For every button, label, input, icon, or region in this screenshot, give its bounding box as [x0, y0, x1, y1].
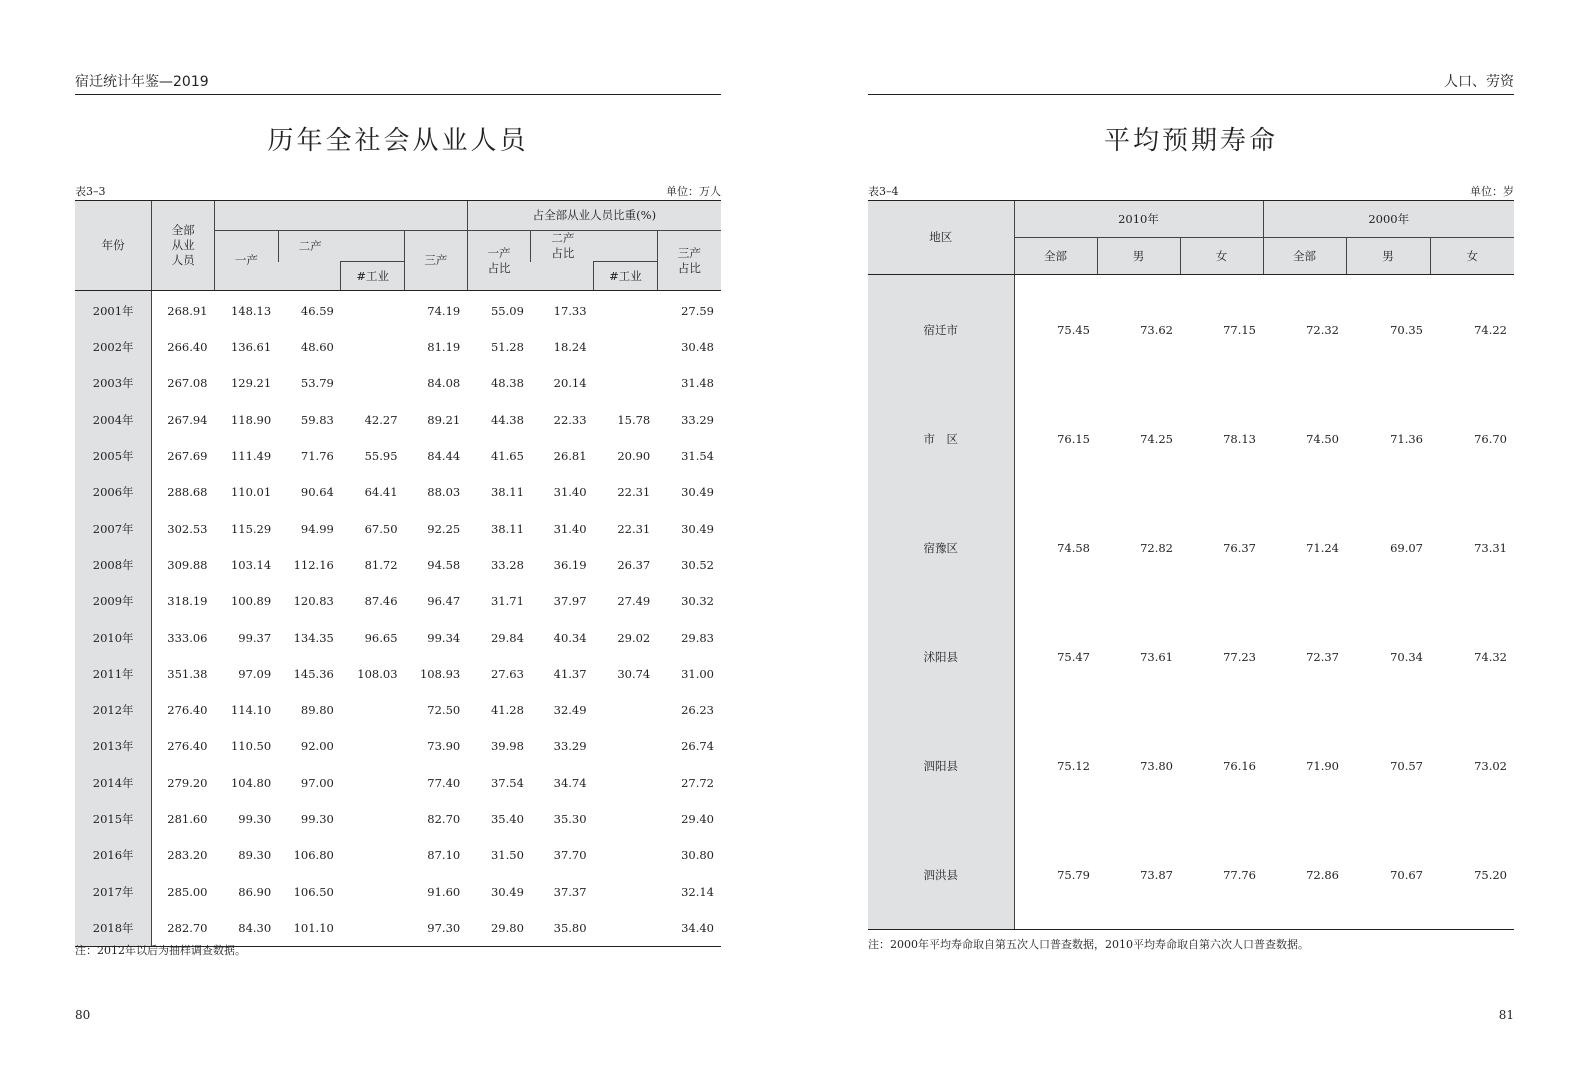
value-cell: 48.38 [490, 376, 524, 391]
value-cell: 97.30 [405, 910, 468, 947]
value-cell: 27.72 [681, 775, 714, 790]
left-page [75, 0, 721, 1077]
value-cell: 22.31 [617, 485, 651, 500]
value-cell [594, 837, 658, 873]
value-cell: 71.76 [300, 449, 334, 464]
value-cell: 97.00 [300, 775, 334, 790]
value-cell: 74.58 [1014, 493, 1097, 602]
value-cell: 279.20 [152, 765, 215, 801]
value-cell: 38.11 [490, 521, 524, 536]
value-cell: 41.65 [490, 449, 524, 464]
value-cell: 99.34 [427, 630, 461, 645]
value-cell: 92.25 [427, 521, 461, 536]
value-cell: 333.06 [152, 619, 215, 655]
value-cell: 20.14 [553, 376, 587, 391]
table-unit: 单位：万人 [666, 185, 721, 198]
value-cell: 88.03 [427, 485, 461, 500]
header-region: 地区 [868, 201, 1014, 275]
value-cell: 31.40 [553, 521, 587, 536]
value-cell [594, 291, 658, 330]
header-share-group: 占全部从业人员比重(%) [467, 201, 721, 231]
page-number-left: 80 [75, 1008, 91, 1022]
table-row [868, 275, 1514, 385]
year-cell: 2018年 [75, 910, 152, 947]
header-2010-all: 全部 [1014, 238, 1097, 275]
value-cell: 41.37 [553, 666, 587, 681]
value-cell: 99.30 [238, 812, 272, 826]
value-cell: 281.60 [152, 801, 215, 837]
year-cell: 2005年 [75, 438, 152, 474]
value-cell: 76.37 [1223, 540, 1256, 555]
header-2000: 2000年 [1263, 201, 1514, 238]
value-cell: 134.35 [293, 630, 334, 645]
value-cell: 84.08 [427, 376, 461, 391]
table-note-right: 注：2000年平均寿命取自第五次人口普查数据，2010平均寿命取自第六次人口普查数据。 [868, 938, 1309, 951]
value-cell: 94.58 [427, 557, 461, 572]
value-cell: 101.10 [278, 910, 341, 947]
value-cell: 118.90 [230, 412, 272, 427]
value-cell: 111.49 [230, 449, 272, 464]
value-cell: 81.72 [364, 557, 398, 572]
value-cell: 71.24 [1306, 540, 1339, 555]
value-cell: 73.87 [1097, 820, 1180, 930]
value-cell: 74.32 [1474, 649, 1507, 664]
chapter-title: 人口、劳资 [1444, 74, 1514, 90]
value-cell: 36.19 [553, 557, 587, 572]
table-row [75, 728, 721, 764]
value-cell [341, 329, 405, 365]
employment-table [75, 200, 721, 947]
value-cell: 267.69 [152, 438, 215, 474]
value-cell: 104.80 [230, 775, 272, 790]
region-cell: 泗洪县 [868, 820, 1014, 930]
value-cell: 129.21 [230, 376, 272, 391]
value-cell: 48.60 [300, 340, 334, 355]
value-cell: 39.98 [490, 739, 524, 754]
header-primary: 一产 [215, 231, 279, 291]
value-cell [594, 873, 658, 909]
table-row [75, 365, 721, 401]
year-cell: 2002年 [75, 329, 152, 365]
value-cell: 86.90 [238, 884, 272, 899]
value-cell: 20.90 [617, 449, 651, 464]
value-cell: 99.30 [300, 812, 334, 826]
value-cell: 73.31 [1474, 540, 1507, 555]
value-cell: 73.61 [1140, 649, 1173, 664]
value-cell [594, 329, 658, 365]
value-cell: 15.78 [617, 412, 651, 427]
value-cell: 30.49 [681, 521, 714, 536]
year-cell: 2004年 [75, 402, 152, 438]
value-cell [341, 910, 405, 947]
life-expectancy-table [868, 200, 1514, 930]
table-row [75, 873, 721, 909]
year-cell: 2001年 [75, 291, 152, 330]
year-cell: 2010年 [75, 619, 152, 655]
value-cell [341, 365, 405, 401]
value-cell: 22.33 [553, 412, 587, 427]
value-cell: 267.08 [152, 365, 215, 401]
table-row [75, 547, 721, 583]
value-cell [341, 692, 405, 728]
value-cell: 103.14 [230, 557, 272, 572]
value-cell: 32.49 [553, 703, 587, 718]
value-cell: 285.00 [152, 873, 215, 909]
value-cell: 44.38 [490, 412, 524, 427]
table-number: 表3–3 [75, 185, 106, 198]
year-cell: 2007年 [75, 510, 152, 546]
value-cell: 37.54 [490, 775, 524, 790]
value-cell: 74.19 [427, 304, 461, 318]
value-cell: 75.79 [1014, 820, 1097, 930]
value-cell: 31.50 [490, 848, 524, 863]
value-cell [594, 365, 658, 401]
value-cell: 77.40 [427, 775, 461, 790]
yearbook-title: 宿迁统计年鉴—2019 [75, 74, 209, 90]
right-page [868, 0, 1514, 1077]
value-cell: 51.28 [490, 340, 524, 355]
value-cell: 75.20 [1430, 820, 1514, 930]
table-row [75, 438, 721, 474]
value-cell: 94.99 [300, 521, 334, 536]
value-cell: 30.49 [681, 485, 714, 500]
value-cell: 71.36 [1390, 431, 1423, 446]
value-cell: 29.83 [681, 630, 714, 645]
value-cell: 70.67 [1346, 820, 1430, 930]
value-cell: 90.64 [300, 485, 334, 500]
value-cell: 46.59 [300, 304, 334, 318]
header-secondary: 二产 [278, 231, 404, 262]
value-cell [341, 873, 405, 909]
value-cell: 108.93 [419, 666, 461, 681]
value-cell: 96.47 [427, 594, 461, 609]
value-cell: 87.10 [427, 848, 461, 863]
running-head-right [868, 74, 1514, 95]
year-cell: 2009年 [75, 583, 152, 619]
value-cell: 91.60 [427, 884, 461, 899]
value-cell: 33.28 [490, 557, 524, 572]
header-total: 全部 从业 人员 [152, 201, 215, 291]
value-cell: 55.09 [490, 304, 524, 318]
value-cell [341, 837, 405, 873]
year-cell: 2008年 [75, 547, 152, 583]
table-row [75, 583, 721, 619]
value-cell [341, 728, 405, 764]
table-row [75, 291, 721, 330]
value-cell: 73.90 [427, 739, 461, 754]
value-cell: 82.70 [427, 812, 461, 826]
value-cell: 74.50 [1306, 431, 1339, 446]
value-cell: 73.80 [1140, 758, 1173, 773]
table-title-life-expectancy: 平均预期寿命 [1103, 126, 1278, 156]
header-tertiary: 三产 [405, 231, 468, 291]
value-cell: 53.79 [300, 376, 334, 391]
table-note-left: 注：2012年以后为抽样调查数据。 [75, 944, 246, 957]
value-cell: 112.16 [293, 557, 334, 572]
value-cell: 268.91 [152, 291, 215, 330]
running-head-left [75, 74, 721, 95]
value-cell: 35.30 [553, 812, 587, 826]
table-unit-right: 单位：岁 [1470, 185, 1514, 198]
table-meta [75, 183, 721, 199]
value-cell: 29.40 [681, 812, 714, 826]
value-cell: 71.90 [1306, 758, 1339, 773]
value-cell: 31.54 [681, 449, 714, 464]
value-cell: 100.89 [230, 594, 272, 609]
value-cell: 26.37 [617, 557, 651, 572]
value-cell: 32.14 [681, 884, 714, 899]
value-cell: 55.95 [364, 449, 398, 464]
value-cell: 267.94 [152, 402, 215, 438]
value-cell: 78.13 [1223, 431, 1256, 446]
value-cell: 29.84 [490, 630, 524, 645]
value-cell: 70.57 [1390, 758, 1423, 773]
value-cell: 30.49 [490, 884, 524, 899]
table-row [75, 656, 721, 692]
table-row [75, 692, 721, 728]
value-cell: 89.21 [427, 412, 461, 427]
value-cell: 31.71 [490, 594, 524, 609]
value-cell: 34.74 [553, 775, 587, 790]
value-cell: 59.83 [300, 412, 334, 427]
value-cell: 106.80 [293, 848, 334, 863]
value-cell: 77.76 [1180, 820, 1263, 930]
year-cell: 2011年 [75, 656, 152, 692]
year-cell: 2012年 [75, 692, 152, 728]
header-tertiary-share: 三产 占比 [657, 231, 721, 291]
header-industry-share: #工业 [594, 262, 658, 291]
value-cell: 110.50 [230, 739, 272, 754]
header-2000-male: 男 [1346, 238, 1430, 275]
value-cell: 31.40 [553, 485, 587, 500]
value-cell: 87.46 [364, 594, 398, 609]
value-cell: 76.15 [1014, 384, 1097, 493]
value-cell: 148.13 [230, 304, 272, 318]
table-row [75, 510, 721, 546]
value-cell [594, 692, 658, 728]
value-cell: 30.52 [681, 557, 714, 572]
header-2010-female: 女 [1180, 238, 1263, 275]
value-cell: 33.29 [681, 412, 714, 427]
value-cell: 276.40 [152, 692, 215, 728]
header-primary-share: 一产 占比 [467, 231, 531, 291]
value-cell: 18.24 [553, 340, 587, 355]
value-cell: 26.74 [681, 739, 714, 754]
header-year: 年份 [75, 201, 152, 291]
value-cell: 37.97 [553, 594, 587, 609]
value-cell: 351.38 [152, 656, 215, 692]
value-cell: 67.50 [364, 521, 398, 536]
value-cell: 29.80 [467, 910, 531, 947]
table-row [75, 801, 721, 837]
value-cell: 69.07 [1390, 540, 1423, 555]
region-cell: 宿豫区 [868, 493, 1014, 602]
value-cell: 30.48 [681, 340, 714, 355]
table-row [75, 402, 721, 438]
value-cell: 74.25 [1140, 431, 1173, 446]
value-cell: 114.10 [230, 703, 272, 718]
table-title-employment: 历年全社会从业人员 [267, 126, 529, 156]
value-cell: 41.28 [490, 703, 524, 718]
value-cell: 106.50 [293, 884, 334, 899]
year-cell: 2013年 [75, 728, 152, 764]
value-cell: 72.86 [1263, 820, 1346, 930]
value-cell: 72.82 [1140, 540, 1173, 555]
value-cell: 17.33 [553, 304, 587, 318]
value-cell: 282.70 [152, 910, 215, 947]
value-cell: 266.40 [152, 329, 215, 365]
value-cell: 30.74 [617, 666, 651, 681]
table-row [868, 711, 1514, 820]
table-row [75, 619, 721, 655]
value-cell: 75.12 [1014, 711, 1097, 820]
value-cell: 84.44 [427, 449, 461, 464]
table-row [868, 384, 1514, 493]
value-cell [594, 765, 658, 801]
value-cell: 22.31 [617, 521, 651, 536]
year-cell: 2015年 [75, 801, 152, 837]
value-cell: 64.41 [364, 485, 398, 500]
table-row [75, 329, 721, 365]
header-secondary-share: 二产 占比 [531, 231, 657, 262]
value-cell [594, 801, 658, 837]
value-cell [341, 291, 405, 330]
value-cell: 75.47 [1014, 602, 1097, 711]
page-number-right: 81 [1498, 1008, 1514, 1022]
value-cell: 30.32 [681, 594, 714, 609]
header-industry: #工业 [341, 262, 405, 291]
value-cell: 29.02 [617, 630, 651, 645]
header-2000-all: 全部 [1263, 238, 1346, 275]
value-cell: 27.63 [490, 666, 524, 681]
value-cell: 302.53 [152, 510, 215, 546]
year-cell: 2014年 [75, 765, 152, 801]
value-cell: 33.29 [553, 739, 587, 754]
table-row [868, 820, 1514, 930]
value-cell: 42.27 [364, 412, 398, 427]
year-cell: 2016年 [75, 837, 152, 873]
value-cell: 35.40 [490, 812, 524, 826]
value-cell: 35.80 [531, 910, 594, 947]
value-cell: 34.40 [657, 910, 721, 947]
value-cell: 77.23 [1223, 649, 1256, 664]
value-cell: 309.88 [152, 547, 215, 583]
table-row [75, 765, 721, 801]
table-row [75, 474, 721, 510]
header-2000-female: 女 [1430, 238, 1514, 275]
value-cell [594, 910, 658, 947]
value-cell: 288.68 [152, 474, 215, 510]
value-cell: 72.37 [1306, 649, 1339, 664]
value-cell: 27.49 [617, 594, 651, 609]
value-cell: 115.29 [230, 521, 272, 536]
value-cell: 70.34 [1390, 649, 1423, 664]
year-cell: 2017年 [75, 873, 152, 909]
table-meta-right [868, 183, 1514, 199]
value-cell: 76.70 [1474, 431, 1507, 446]
region-cell: 沭阳县 [868, 602, 1014, 711]
value-cell: 75.45 [1014, 275, 1097, 385]
value-cell: 70.35 [1390, 322, 1423, 337]
region-cell: 泗阳县 [868, 711, 1014, 820]
value-cell: 31.00 [681, 666, 714, 681]
header-2010: 2010年 [1014, 201, 1263, 238]
value-cell: 136.61 [230, 340, 272, 355]
value-cell: 276.40 [152, 728, 215, 764]
value-cell: 97.09 [238, 666, 272, 681]
value-cell [594, 728, 658, 764]
value-cell [341, 765, 405, 801]
header-2010-male: 男 [1097, 238, 1180, 275]
value-cell: 108.03 [357, 666, 398, 681]
value-cell: 76.16 [1223, 758, 1256, 773]
value-cell: 77.15 [1223, 322, 1256, 337]
region-cell: 市 区 [868, 384, 1014, 493]
value-cell: 120.83 [293, 594, 334, 609]
value-cell: 72.32 [1306, 322, 1339, 337]
table-row [868, 493, 1514, 602]
table-row [868, 602, 1514, 711]
value-cell: 96.65 [364, 630, 398, 645]
year-cell: 2003年 [75, 365, 152, 401]
value-cell: 81.19 [427, 340, 461, 355]
value-cell [341, 801, 405, 837]
value-cell: 110.01 [230, 485, 272, 500]
table-number-right: 表3–4 [868, 185, 899, 198]
value-cell: 40.34 [553, 630, 587, 645]
value-cell: 145.36 [293, 666, 334, 681]
value-cell: 318.19 [152, 583, 215, 619]
value-cell: 31.48 [681, 376, 714, 391]
value-cell: 38.11 [490, 485, 524, 500]
value-cell: 37.70 [553, 848, 587, 863]
value-cell: 37.37 [553, 884, 587, 899]
value-cell: 84.30 [215, 910, 279, 947]
value-cell: 89.30 [238, 848, 272, 863]
value-cell: 99.37 [238, 630, 272, 645]
value-cell: 72.50 [427, 703, 461, 718]
value-cell: 27.59 [681, 304, 714, 318]
value-cell: 30.80 [681, 848, 714, 863]
value-cell: 283.20 [152, 837, 215, 873]
value-cell: 73.62 [1140, 322, 1173, 337]
region-cell: 宿迁市 [868, 275, 1014, 385]
value-cell: 89.80 [300, 703, 334, 718]
value-cell: 73.02 [1474, 758, 1507, 773]
year-cell: 2006年 [75, 474, 152, 510]
value-cell: 74.22 [1474, 322, 1507, 337]
value-cell: 92.00 [300, 739, 334, 754]
table-row [75, 837, 721, 873]
value-cell: 26.81 [553, 449, 587, 464]
value-cell: 26.23 [681, 703, 714, 718]
